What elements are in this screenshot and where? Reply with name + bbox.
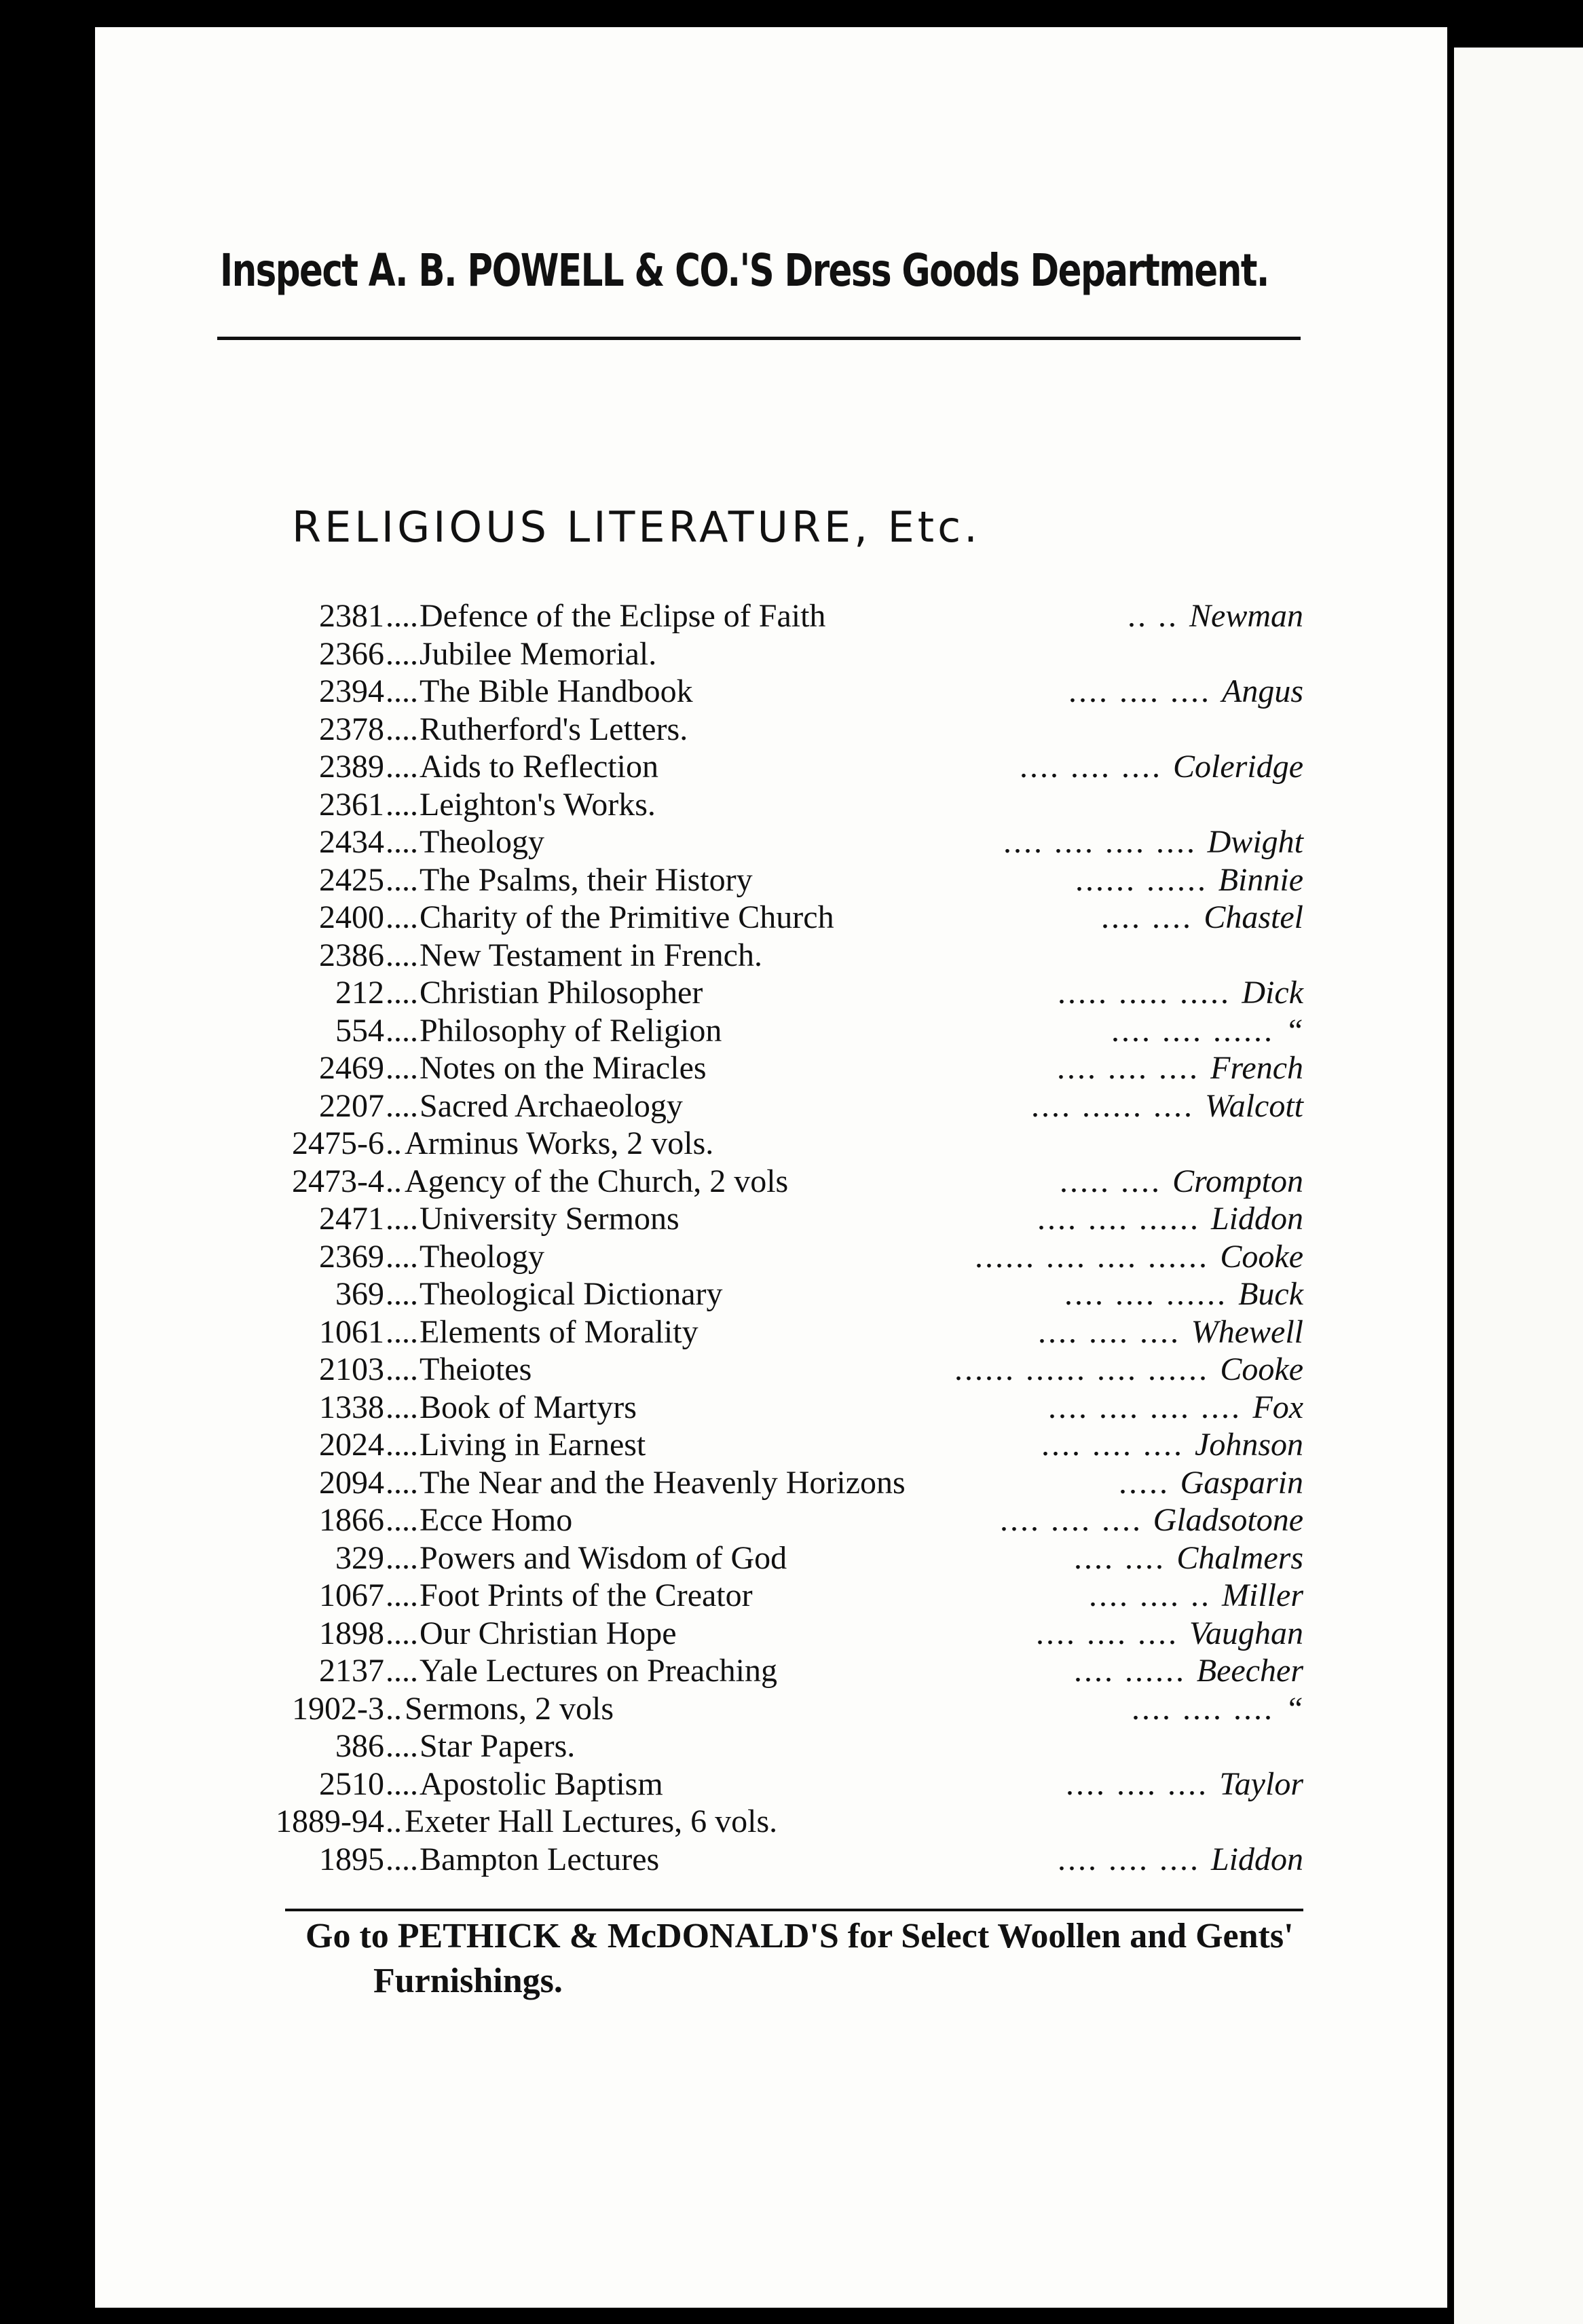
catalog-leader: .... bbox=[386, 598, 418, 634]
catalog-row bbox=[204, 1125, 1317, 1163]
catalog-number: 2137 bbox=[319, 1653, 384, 1689]
catalog-title: Theological Dictionary bbox=[420, 1276, 723, 1312]
catalog-dot-leader: .... .... .... bbox=[1058, 1841, 1200, 1877]
catalog-number: 2369 bbox=[319, 1238, 384, 1275]
catalog-leader: .... bbox=[386, 1653, 418, 1689]
catalog-number: 2400 bbox=[319, 899, 384, 935]
catalog-leader: .... bbox=[386, 1201, 418, 1237]
catalog-author: Cooke bbox=[1220, 1351, 1303, 1387]
catalog-number: 1061 bbox=[319, 1313, 384, 1350]
catalog-row bbox=[204, 1690, 1317, 1728]
catalog-leader: .... bbox=[386, 673, 418, 709]
catalog-leader: .... bbox=[386, 1012, 418, 1049]
catalog-number: 2381 bbox=[319, 598, 384, 634]
header-advertisement: Inspect A. B. POWELL & CO.'S Dress Goods Department. bbox=[220, 244, 1269, 297]
catalog-title: Leighton's Works. bbox=[420, 786, 656, 823]
catalog-author: French bbox=[1210, 1050, 1303, 1086]
catalog-title: Exeter Hall Lectures, 6 vols. bbox=[405, 1803, 778, 1839]
catalog-leader: .... bbox=[386, 861, 418, 898]
catalog-leader: .... bbox=[386, 1087, 418, 1124]
catalog-row bbox=[204, 1087, 1317, 1125]
catalog-number: 369 bbox=[335, 1276, 384, 1312]
catalog-title: Defence of the Eclipse of Faith bbox=[420, 598, 826, 634]
catalog-author: Beecher bbox=[1196, 1653, 1303, 1689]
catalog-list bbox=[204, 597, 1317, 1878]
catalog-dot-leader: .... .... .... bbox=[1066, 1765, 1208, 1802]
catalog-title: The Near and the Heavenly Horizons bbox=[420, 1464, 906, 1501]
catalog-row bbox=[204, 1803, 1317, 1841]
catalog-number: 1898 bbox=[319, 1615, 384, 1651]
catalog-row bbox=[204, 823, 1317, 861]
catalog-dot-leader: .... .... bbox=[1101, 899, 1193, 935]
catalog-number: 2471 bbox=[319, 1201, 384, 1237]
catalog-leader: .... bbox=[386, 1502, 418, 1538]
catalog-row bbox=[204, 1049, 1317, 1087]
catalog-row bbox=[204, 1163, 1317, 1201]
catalog-leader: .... bbox=[386, 975, 418, 1011]
facing-page-edge bbox=[1454, 48, 1583, 2324]
catalog-number: 2434 bbox=[319, 824, 384, 860]
catalog-dot-leader: .... ...... bbox=[1074, 1653, 1186, 1689]
catalog-title: Jubilee Memorial. bbox=[420, 635, 657, 672]
catalog-title: Star Papers. bbox=[420, 1728, 576, 1764]
catalog-leader: .. bbox=[386, 1125, 402, 1161]
catalog-row bbox=[204, 937, 1317, 975]
catalog-leader: .... bbox=[386, 1841, 418, 1877]
catalog-number: 329 bbox=[335, 1539, 384, 1576]
catalog-leader: .... bbox=[386, 1615, 418, 1651]
catalog-number: 2366 bbox=[319, 635, 384, 672]
catalog-row bbox=[204, 1012, 1317, 1050]
catalog-title: New Testament in French. bbox=[420, 937, 762, 973]
catalog-number: 2510 bbox=[319, 1765, 384, 1802]
catalog-title: The Bible Handbook bbox=[420, 673, 693, 709]
catalog-row bbox=[204, 748, 1317, 786]
catalog-number: 1889-94 bbox=[276, 1803, 384, 1839]
catalog-author: Liddon bbox=[1210, 1201, 1303, 1237]
catalog-leader: .... bbox=[386, 1539, 418, 1576]
catalog-title: Book of Martyrs bbox=[420, 1389, 637, 1425]
catalog-row bbox=[204, 635, 1317, 673]
catalog-row bbox=[204, 1464, 1317, 1502]
catalog-number: 2469 bbox=[319, 1050, 384, 1086]
catalog-row bbox=[204, 1615, 1317, 1653]
catalog-dot-leader: .... .... .... bbox=[1132, 1690, 1274, 1727]
catalog-title: Sacred Archaeology bbox=[420, 1087, 683, 1124]
catalog-number: 2361 bbox=[319, 786, 384, 823]
catalog-leader: .. bbox=[386, 1803, 402, 1839]
catalog-leader: .... bbox=[386, 824, 418, 860]
catalog-title: Theology bbox=[420, 824, 544, 860]
catalog-dot-leader: .... .... .... bbox=[1038, 1313, 1180, 1350]
catalog-number: 2473-4 bbox=[292, 1163, 384, 1199]
catalog-title: Yale Lectures on Preaching bbox=[420, 1653, 777, 1689]
catalog-leader: .... bbox=[386, 786, 418, 823]
catalog-dot-leader: .... .... .... bbox=[1041, 1427, 1184, 1463]
catalog-leader: .... bbox=[386, 1765, 418, 1802]
catalog-dot-leader: .... .... ...... bbox=[1064, 1276, 1227, 1312]
catalog-title: Ecce Homo bbox=[420, 1502, 573, 1538]
catalog-number: 2425 bbox=[319, 861, 384, 898]
catalog-leader: .... bbox=[386, 1050, 418, 1086]
catalog-dot-leader: ..... .... bbox=[1060, 1163, 1161, 1199]
catalog-author: Buck bbox=[1238, 1276, 1303, 1312]
catalog-row bbox=[204, 1426, 1317, 1464]
catalog-author: Dwight bbox=[1207, 824, 1303, 860]
catalog-dot-leader: ...... ...... bbox=[1075, 861, 1208, 898]
catalog-row bbox=[204, 1652, 1317, 1690]
catalog-author: Liddon bbox=[1210, 1841, 1303, 1877]
catalog-title: Charity of the Primitive Church bbox=[420, 899, 834, 935]
catalog-number: 1866 bbox=[319, 1502, 384, 1538]
catalog-number: 2207 bbox=[319, 1087, 384, 1124]
catalog-title: Apostolic Baptism bbox=[420, 1765, 663, 1802]
catalog-dot-leader: .... .... ...... bbox=[1111, 1012, 1274, 1049]
catalog-dot-leader: .... .... .... bbox=[1068, 673, 1211, 709]
catalog-row bbox=[204, 861, 1317, 899]
catalog-leader: .... bbox=[386, 1276, 418, 1312]
catalog-author: Miller bbox=[1222, 1577, 1303, 1613]
catalog-row bbox=[204, 786, 1317, 824]
catalog-number: 1067 bbox=[319, 1577, 384, 1613]
catalog-author: Whewell bbox=[1191, 1313, 1303, 1350]
catalog-author: Taylor bbox=[1219, 1765, 1303, 1802]
bottom-rule bbox=[285, 1909, 1303, 1911]
catalog-number: 1902-3 bbox=[292, 1690, 384, 1727]
catalog-number: 2094 bbox=[319, 1464, 384, 1501]
catalog-row bbox=[204, 1351, 1317, 1389]
catalog-dot-leader: .... .... .... .... bbox=[1048, 1389, 1242, 1425]
catalog-dot-leader: .... .... .... bbox=[1000, 1502, 1142, 1538]
catalog-dot-leader: ...... ...... .... ...... bbox=[954, 1351, 1209, 1387]
catalog-title: Philosophy of Religion bbox=[420, 1012, 722, 1049]
catalog-leader: .... bbox=[386, 899, 418, 935]
catalog-leader: .... bbox=[386, 1464, 418, 1501]
catalog-row bbox=[204, 1389, 1317, 1427]
catalog-title: University Sermons bbox=[420, 1201, 679, 1237]
catalog-row bbox=[204, 597, 1317, 635]
catalog-author: Dick bbox=[1242, 975, 1303, 1011]
catalog-leader: .... bbox=[386, 1577, 418, 1613]
catalog-row bbox=[204, 1501, 1317, 1539]
catalog-number: 2475-6 bbox=[292, 1125, 384, 1161]
catalog-author: Crompton bbox=[1172, 1163, 1303, 1199]
catalog-author: Chastel bbox=[1204, 899, 1303, 935]
catalog-author: “ bbox=[1285, 1012, 1303, 1049]
catalog-author: Gladsotone bbox=[1153, 1502, 1303, 1538]
catalog-title: Rutherford's Letters. bbox=[420, 711, 688, 747]
catalog-leader: .... bbox=[386, 1238, 418, 1275]
catalog-leader: .... bbox=[386, 749, 418, 785]
catalog-dot-leader: .... .... .... bbox=[1020, 749, 1162, 785]
catalog-leader: .... bbox=[386, 1313, 418, 1350]
catalog-number: 386 bbox=[335, 1728, 384, 1764]
catalog-row bbox=[204, 1238, 1317, 1276]
catalog-title: Elements of Morality bbox=[420, 1313, 699, 1350]
footer-ad-line-2: Furnishings. bbox=[373, 1962, 563, 2000]
catalog-title: Aids to Reflection bbox=[420, 749, 658, 785]
catalog-leader: .... bbox=[386, 711, 418, 747]
catalog-number: 2386 bbox=[319, 937, 384, 973]
catalog-number: 1338 bbox=[319, 1389, 384, 1425]
catalog-author: Johnson bbox=[1195, 1427, 1303, 1463]
catalog-row bbox=[204, 1200, 1317, 1238]
catalog-dot-leader: ..... ..... ..... bbox=[1058, 975, 1231, 1011]
catalog-title: Agency of the Church, 2 vols bbox=[405, 1163, 789, 1199]
catalog-title: Notes on the Miracles bbox=[420, 1050, 707, 1086]
catalog-author: Chalmers bbox=[1176, 1539, 1303, 1576]
catalog-row bbox=[204, 1275, 1317, 1313]
catalog-leader: .. bbox=[386, 1690, 402, 1727]
catalog-row bbox=[204, 1577, 1317, 1615]
catalog-title: Arminus Works, 2 vols. bbox=[405, 1125, 714, 1161]
catalog-author: Cooke bbox=[1220, 1238, 1303, 1275]
catalog-title: Foot Prints of the Creator bbox=[420, 1577, 753, 1613]
catalog-row bbox=[204, 899, 1317, 937]
catalog-title: The Psalms, their History bbox=[420, 861, 753, 898]
catalog-author: Gasparin bbox=[1180, 1464, 1303, 1501]
catalog-author: “ bbox=[1285, 1690, 1303, 1727]
page-gutter bbox=[1447, 27, 1454, 2308]
catalog-title: Theiotes bbox=[420, 1351, 532, 1387]
catalog-author: Binnie bbox=[1218, 861, 1303, 898]
catalog-title: Theology bbox=[420, 1238, 544, 1275]
catalog-dot-leader: .... .... bbox=[1074, 1539, 1166, 1576]
catalog-number: 1895 bbox=[319, 1841, 384, 1877]
catalog-title: Powers and Wisdom of God bbox=[420, 1539, 787, 1576]
catalog-dot-leader: ..... bbox=[1119, 1464, 1170, 1501]
catalog-row bbox=[204, 974, 1317, 1012]
catalog-title: Our Christian Hope bbox=[420, 1615, 677, 1651]
catalog-leader: .. bbox=[386, 1163, 402, 1199]
catalog-author: Newman bbox=[1189, 598, 1303, 634]
catalog-number: 2103 bbox=[319, 1351, 384, 1387]
catalog-author: Fox bbox=[1252, 1389, 1303, 1425]
catalog-dot-leader: .... .... .... bbox=[1057, 1050, 1199, 1086]
catalog-row bbox=[204, 673, 1317, 711]
catalog-leader: .... bbox=[386, 1728, 418, 1764]
catalog-dot-leader: .. .. bbox=[1128, 598, 1178, 634]
footer-advertisement bbox=[305, 1914, 1324, 2004]
catalog-leader: .... bbox=[386, 937, 418, 973]
catalog-number: 554 bbox=[335, 1012, 384, 1049]
catalog-row bbox=[204, 1539, 1317, 1577]
catalog-author: Walcott bbox=[1205, 1087, 1303, 1124]
catalog-dot-leader: ...... .... .... ...... bbox=[975, 1238, 1209, 1275]
catalog-title: Bampton Lectures bbox=[420, 1841, 660, 1877]
catalog-leader: .... bbox=[386, 635, 418, 672]
catalog-author: Angus bbox=[1222, 673, 1303, 709]
catalog-dot-leader: .... .... ...... bbox=[1037, 1201, 1200, 1237]
catalog-title: Living in Earnest bbox=[420, 1427, 646, 1463]
catalog-leader: .... bbox=[386, 1389, 418, 1425]
catalog-dot-leader: .... .... .... bbox=[1036, 1615, 1178, 1651]
section-title: RELIGIOUS LITERATURE, Etc. bbox=[292, 502, 981, 552]
catalog-row bbox=[204, 1765, 1317, 1803]
catalog-row bbox=[204, 1841, 1317, 1879]
catalog-row bbox=[204, 1727, 1317, 1765]
catalog-dot-leader: .... ...... .... bbox=[1031, 1087, 1194, 1124]
catalog-leader: .... bbox=[386, 1427, 418, 1463]
catalog-author: Coleridge bbox=[1173, 749, 1303, 785]
catalog-row bbox=[204, 711, 1317, 749]
catalog-number: 212 bbox=[335, 975, 384, 1011]
catalog-leader: .... bbox=[386, 1351, 418, 1387]
catalog-title: Sermons, 2 vols bbox=[405, 1690, 614, 1727]
footer-ad-line-1: Go to PETHICK & McDONALD'S for Select Woollen and Gents' bbox=[305, 1917, 1294, 1955]
catalog-title: Christian Philosopher bbox=[420, 975, 703, 1011]
catalog-number: 2024 bbox=[319, 1427, 384, 1463]
catalog-number: 2389 bbox=[319, 749, 384, 785]
catalog-number: 2378 bbox=[319, 711, 384, 747]
catalog-dot-leader: .... .... .. bbox=[1089, 1577, 1211, 1613]
header-rule bbox=[217, 337, 1301, 340]
catalog-number: 2394 bbox=[319, 673, 384, 709]
catalog-row bbox=[204, 1313, 1317, 1351]
catalog-author: Vaughan bbox=[1189, 1615, 1303, 1651]
catalog-dot-leader: .... .... .... .... bbox=[1003, 824, 1197, 860]
